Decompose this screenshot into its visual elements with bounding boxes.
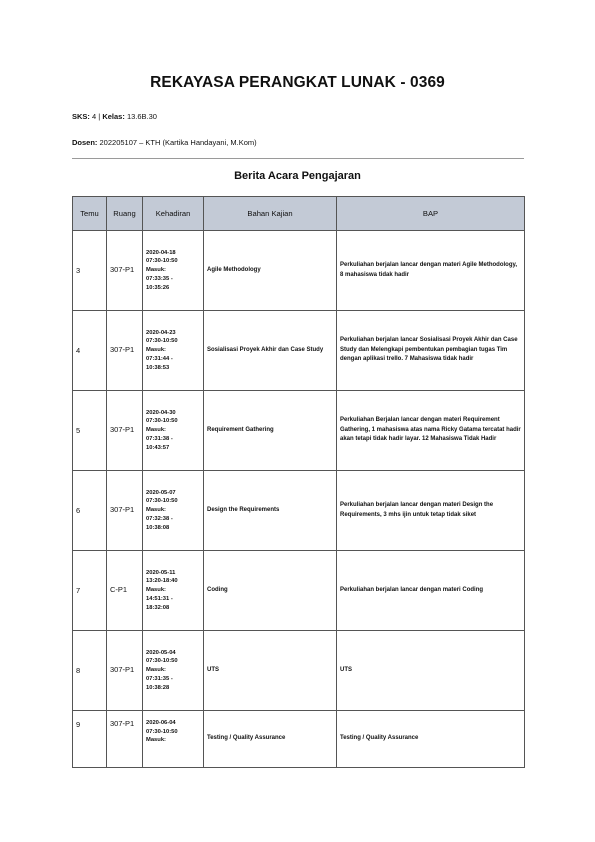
- table-row: [73, 231, 525, 311]
- cell-temu: 7: [73, 551, 107, 631]
- header-bap: BAP: [337, 197, 525, 231]
- kelas-value: 13.6B.30: [126, 112, 157, 121]
- sks-label: SKS:: [72, 112, 90, 121]
- header-kehadiran: Kehadiran: [143, 197, 204, 231]
- header-bahan-kajian: Bahan Kajian: [204, 197, 337, 231]
- table-row: [73, 631, 525, 711]
- cell-bap: Perkuliahan berjalan lancar dengan materi Coding: [337, 551, 525, 631]
- cell-ruang: 307-P1: [107, 471, 143, 551]
- cell-bap: Perkuliahan berjalan lancar dengan materi Agile Methodology, 8 mahasiswa tidak hadir: [337, 231, 525, 311]
- cell-kehadiran: 2020-04-23 07:30-10:50 Masuk: 07:31:44 - 10:38:53: [143, 311, 204, 391]
- meta-separator: |: [98, 112, 101, 121]
- cell-temu: 9: [73, 711, 107, 768]
- cell-temu: 6: [73, 471, 107, 551]
- teaching-report-table: [72, 196, 525, 768]
- cell-bap: UTS: [337, 631, 525, 711]
- table-header-row: [73, 197, 525, 231]
- cell-temu: 3: [73, 231, 107, 311]
- cell-bahan-kajian: Agile Methodology: [204, 231, 337, 311]
- cell-bap: Perkuliahan berjalan lancar dengan materi Design the Requirements, 3 mhs ijin untuk tetap tidak siket: [337, 471, 525, 551]
- kelas-label: Kelas:: [102, 112, 125, 121]
- cell-temu: 4: [73, 311, 107, 391]
- cell-bahan-kajian: Testing / Quality Assurance: [204, 711, 337, 768]
- cell-ruang: 307-P1: [107, 311, 143, 391]
- cell-kehadiran: 2020-05-04 07:30-10:50 Masuk: 07:31:35 - 10:38:28: [143, 631, 204, 711]
- section-title: Berita Acara Pengajaran: [234, 170, 361, 182]
- cell-bahan-kajian: Requirement Gathering: [204, 391, 337, 471]
- lecturer-line: [72, 138, 257, 147]
- cell-bahan-kajian: UTS: [204, 631, 337, 711]
- cell-bap: Testing / Quality Assurance: [337, 711, 525, 768]
- cell-bahan-kajian: Coding: [204, 551, 337, 631]
- cell-ruang: 307-P1: [107, 711, 143, 768]
- cell-temu: 5: [73, 391, 107, 471]
- table-row: [73, 551, 525, 631]
- cell-kehadiran: 2020-04-18 07:30-10:50 Masuk: 07:33:35 - 10:35:26: [143, 231, 204, 311]
- cell-kehadiran: 2020-04-30 07:30-10:50 Masuk: 07:31:38 - 10:43:57: [143, 391, 204, 471]
- cell-kehadiran: 2020-06-04 07:30-10:50 Masuk:: [143, 711, 204, 768]
- table-row: [73, 311, 525, 391]
- cell-bahan-kajian: Design the Requirements: [204, 471, 337, 551]
- cell-ruang: C-P1: [107, 551, 143, 631]
- course-title: REKAYASA PERANGKAT LUNAK - 0369: [150, 74, 445, 91]
- table-row: [73, 471, 525, 551]
- cell-kehadiran: 2020-05-07 07:30-10:50 Masuk: 07:32:38 - 10:38:08: [143, 471, 204, 551]
- cell-temu: 8: [73, 631, 107, 711]
- cell-bap: Perkuliahan Berjalan lancar dengan materi Requirement Gathering, 1 mahasiswa atas nama Ricky Gatama tercatat hadir akan tetapi tidak hadir layar. 12 Mahasiswa Tidak Hadir: [337, 391, 525, 471]
- cell-ruang: 307-P1: [107, 631, 143, 711]
- cell-bap: Perkuliahan berjalan lancar Sosialisasi Proyek Akhir dan Case Study dan Melengkapi pembentukan pembagian tugas Tim dengan aplikasi trello. 7 Mahasiswa tidak hadir: [337, 311, 525, 391]
- cell-ruang: 307-P1: [107, 231, 143, 311]
- cell-bahan-kajian: Sosialisasi Proyek Akhir dan Case Study: [204, 311, 337, 391]
- dosen-label: Dosen:: [72, 138, 98, 147]
- cell-kehadiran: 2020-05-11 13:20-18:40 Masuk: 14:51:31 - 18:32:08: [143, 551, 204, 631]
- table-row: [73, 391, 525, 471]
- dosen-value: 202205107 – KTH (Kartika Handayani, M.Kom): [99, 138, 257, 147]
- course-meta-line: [72, 112, 157, 121]
- sks-value: 4: [92, 112, 97, 121]
- header-ruang: Ruang: [107, 197, 143, 231]
- header-temu: Temu: [73, 197, 107, 231]
- table-row: [73, 711, 525, 768]
- divider: [72, 158, 524, 159]
- cell-ruang: 307-P1: [107, 391, 143, 471]
